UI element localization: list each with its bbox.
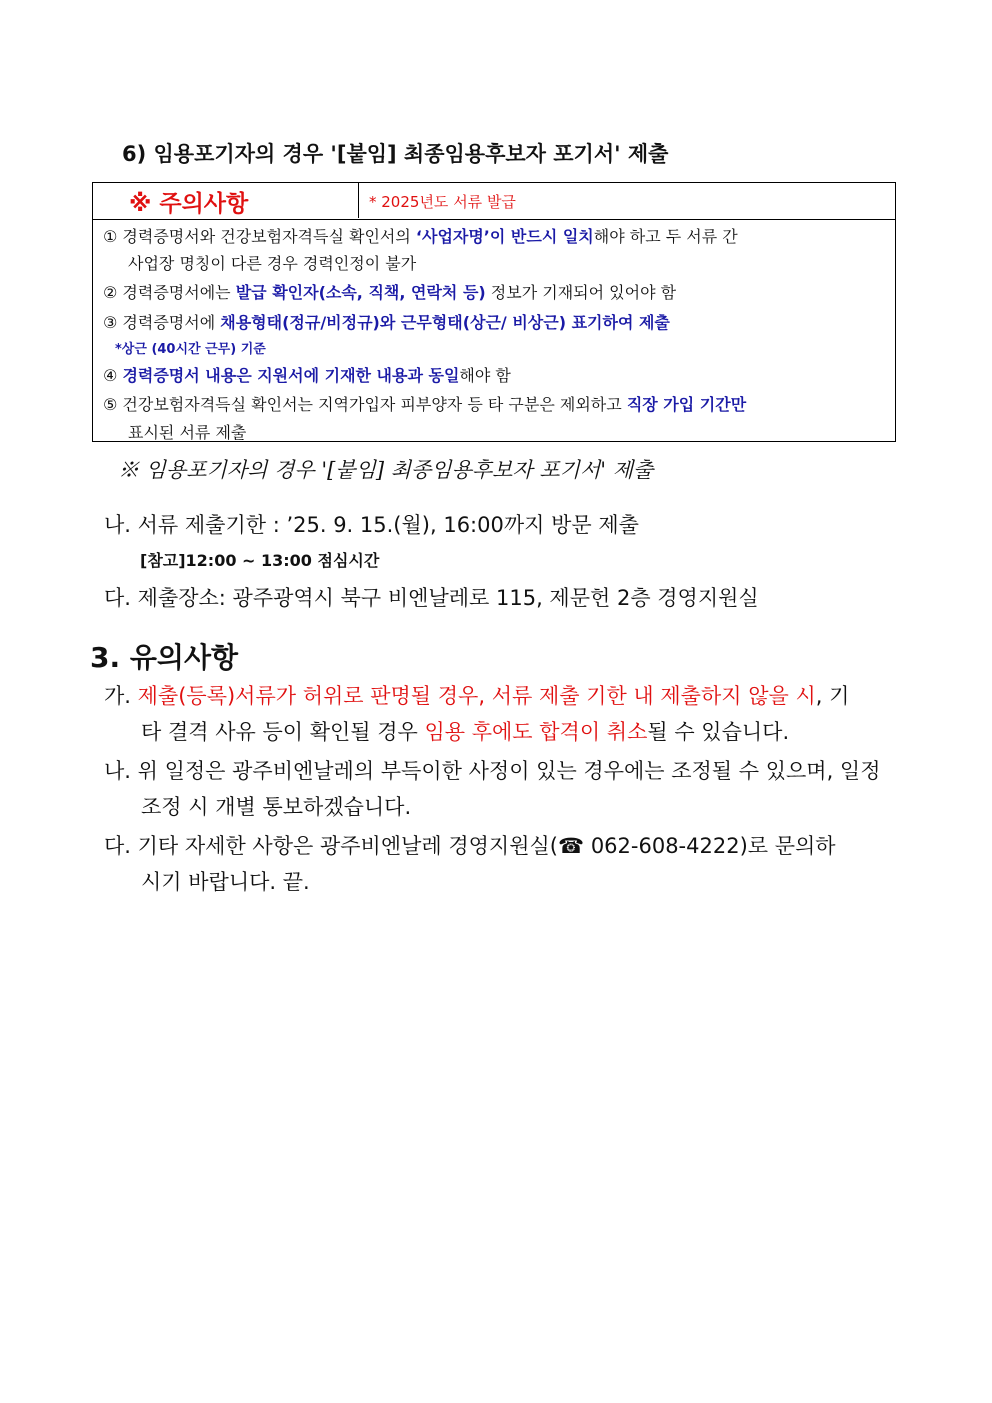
caution-box: [92, 182, 896, 442]
notice-da-line1: 다. 기타 자세한 사항은 광주비엔날레 경영지원실(☎ 062-608-4222)로 문의하: [104, 834, 836, 858]
submission-location: 다. 제출장소: 광주광역시 북구 비엔날레로 115, 제문헌 2층 경영지원실: [104, 586, 759, 610]
caution-item-5: ⑤ 건강보험자격득실 확인서는 지역가입자 피부양자 등 타 구분은 제외하고 직장 가입 기간만: [103, 395, 747, 414]
section-6-heading: 6) 임용포기자의 경우 '[붙임] 최종임용후보자 포기서' 제출: [122, 142, 669, 166]
caution-header: [93, 183, 895, 220]
caution-item-3-note: *상근 (40시간 근무) 기준: [115, 342, 266, 357]
caution-item-1: ① 경력증명서와 건강보험자격득실 확인서의 ‘사업자명’이 반드시 일치해야 하고 두 서류 간: [103, 227, 738, 246]
italic-note: ※ 임용포기자의 경우 '[붙임] 최종임용후보자 포기서' 제출: [118, 458, 654, 482]
section-3-heading: 3. 유의사항: [90, 641, 239, 674]
notice-ga-line2: 타 결격 사유 등이 확인될 경우 임용 후에도 합격이 취소될 수 있습니다.: [141, 720, 790, 744]
phone-icon: ☎: [557, 834, 585, 858]
notice-na-line2: 조정 시 개별 통보하겠습니다.: [141, 795, 412, 819]
caution-item-4: ④ 경력증명서 내용은 지원서에 기재한 내용과 동일해야 함: [103, 366, 511, 385]
caution-title: ※ 주의사항: [93, 183, 359, 218]
caution-item-2: ② 경력증명서에는 발급 확인자(소속, 직책, 연락처 등) 정보가 기재되어 있어야 함: [103, 283, 677, 302]
caution-item-1-cont: 사업장 명칭이 다른 경우 경력인정이 불가: [128, 254, 417, 273]
notice-na-line1: 나. 위 일정은 광주비엔날레의 부득이한 사정이 있는 경우에는 조정될 수 있으며, 일정: [104, 759, 881, 783]
notice-ga-line1: 가. 제출(등록)서류가 허위로 판명될 경우, 서류 제출 기한 내 제출하지 않을 시, 기: [104, 684, 850, 708]
caution-item-3: ③ 경력증명서에 채용형태(정규/비정규)와 근무형태(상근/ 비상근) 표기하여 제출: [103, 313, 670, 332]
caution-note: * 2025년도 서류 발급: [369, 193, 516, 211]
caution-item-5-cont: 표시된 서류 제출: [128, 423, 247, 442]
submission-deadline: 나. 서류 제출기한 : ’25. 9. 15.(월), 16:00까지 방문 제출: [104, 513, 639, 537]
lunch-note: [참고]12:00 ~ 13:00 점심시간: [140, 551, 380, 570]
notice-da-line2: 시기 바랍니다. 끝.: [141, 870, 310, 894]
